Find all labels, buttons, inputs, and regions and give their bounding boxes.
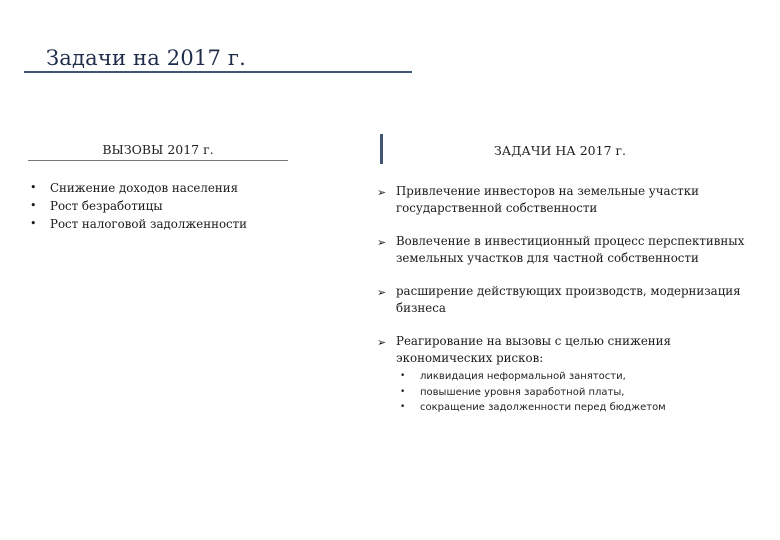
list-item: ➢ Реагирование на вызовы с целью снижения экономических рисков: • ликвидация неформальной занятости, • повышение уровня заработной платы, • сокращение задолженности перед бюджетом [376,333,756,416]
page-title: Задачи на 2017 г. [46,46,246,70]
arrow-bullet-icon: ➢ [377,336,387,349]
list-item: ➢ Привлечение инвесторов на земельные участки государственной собственности [377,184,699,215]
challenges-header: ВЫЗОВЫ 2017 г. [102,142,214,157]
bullet-icon: • [30,181,37,194]
title-underline [24,71,412,73]
list-item: ➢ расширение действующих производств, модернизация бизнеса [377,284,741,315]
list-item: • Рост безработицы [30,199,163,213]
arrow-bullet-icon: ➢ [377,236,387,249]
bullet-icon: • [30,217,37,230]
sub-list-item: • сокращение задолженности перед бюджетом [396,400,756,416]
challenges-list [30,179,247,233]
tasks-list [376,183,756,432]
tasks-header: ЗАДАЧИ НА 2017 г. [493,143,627,158]
sub-list-item: • повышение уровня заработной платы, [396,385,756,401]
risk-measures-list [396,369,756,416]
bullet-icon: • [400,386,406,397]
list-item: • Снижение доходов населения [30,181,239,195]
bullet-icon: • [400,371,406,381]
list-item: • Рост налоговой задолженности [30,217,248,231]
vertical-divider [380,134,383,164]
challenges-divider [28,160,288,161]
bullet-icon: • [400,402,406,412]
list-item: ➢ Вовлечение в инвестиционный процесс перспективных земельных участков для частной собственности [377,234,745,265]
bullet-icon: • [30,199,37,212]
arrow-bullet-icon: ➢ [377,186,387,199]
arrow-bullet-icon: ➢ [377,286,387,299]
sub-list-item: • ликвидация неформальной занятости, [396,369,756,385]
